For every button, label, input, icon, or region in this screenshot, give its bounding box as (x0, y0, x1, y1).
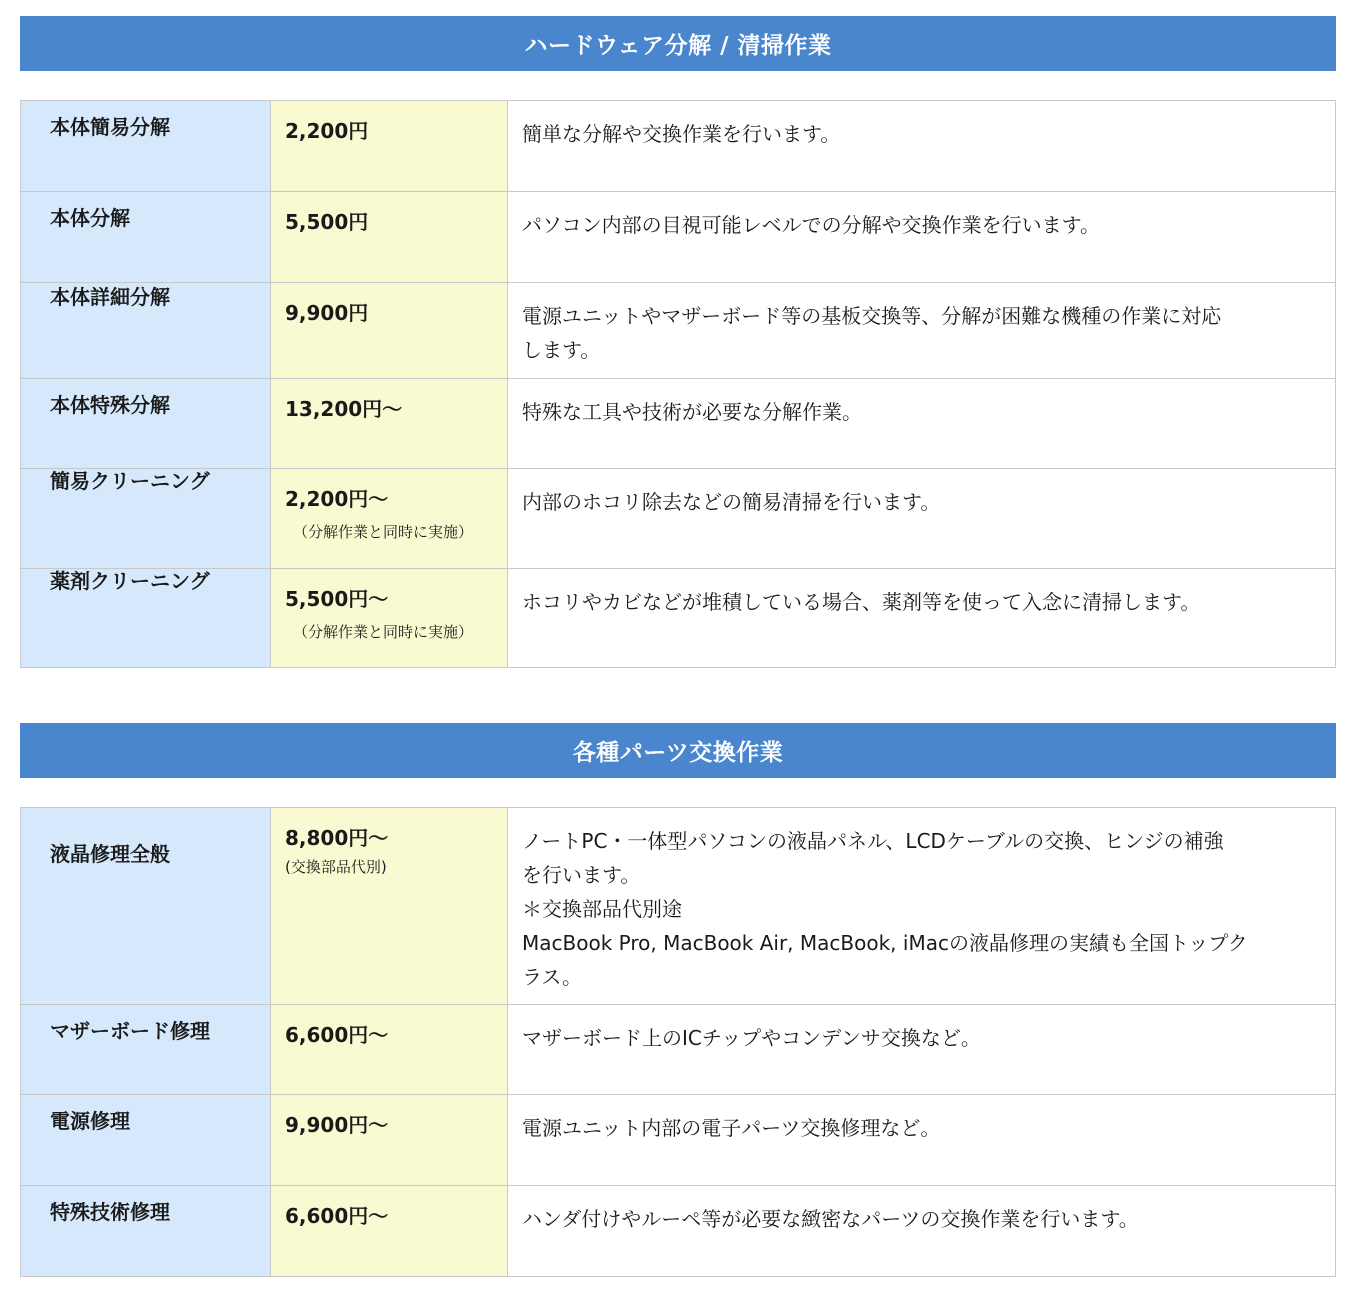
description-line: MacBook Pro, MacBook Air, MacBook, iMacの液晶修理の実績も全国トップク (522, 931, 1248, 955)
description-line: ノートPC・一体型パソコンの液晶パネル、LCDケーブルの交換、ヒンジの補強 (522, 829, 1224, 853)
price-value: 6,600円〜 (285, 1204, 389, 1228)
price-value: 5,500円〜 (285, 587, 389, 611)
description-line: します。 (522, 338, 601, 362)
service-name: 特殊技術修理 (50, 1200, 170, 1224)
description-line: パソコン内部の目視可能レベルでの分解や交換作業を行います。 (522, 213, 1100, 237)
price-value: 9,900円 (285, 301, 369, 325)
section-title: ハードウェア分解 / 清掃作業 (20, 16, 1336, 71)
table-row (21, 469, 1336, 569)
section-hardware-disassembly (20, 16, 1336, 668)
service-name-cell (21, 192, 271, 283)
description-cell (508, 1005, 1336, 1095)
description-line: 電源ユニット内部の電子パーツ交換修理など。 (522, 1116, 941, 1140)
description-line: 内部のホコリ除去などの簡易清掃を行います。 (522, 490, 941, 514)
table-row (21, 569, 1336, 668)
table-row (21, 808, 1336, 1005)
description-cell (508, 808, 1336, 1005)
price-cell (271, 379, 508, 469)
service-name-cell (21, 469, 271, 569)
description-line: を行います。 (522, 863, 641, 887)
price-cell (271, 101, 508, 192)
service-name-cell (21, 283, 271, 379)
price-cell (271, 469, 508, 569)
description-cell (508, 379, 1336, 469)
service-name: 本体特殊分解 (50, 393, 170, 417)
price-note: （分解作業と同時に実施） (293, 623, 474, 641)
price-value: 2,200円 (285, 119, 369, 143)
service-name: 本体簡易分解 (50, 115, 170, 139)
service-name-cell (21, 1095, 271, 1186)
description-cell (508, 283, 1336, 379)
description-cell (508, 192, 1336, 283)
price-value: 6,600円〜 (285, 1023, 389, 1047)
price-note: （分解作業と同時に実施） (293, 523, 474, 541)
description-line: マザーボード上のICチップやコンデンサ交換など。 (522, 1026, 981, 1050)
service-name-cell (21, 1005, 271, 1095)
price-cell (271, 283, 508, 379)
price-cell (271, 1005, 508, 1095)
table-row (21, 101, 1336, 192)
price-value: 13,200円〜 (285, 397, 403, 421)
service-name: 電源修理 (50, 1109, 130, 1133)
description-cell (508, 469, 1336, 569)
price-table (20, 807, 1336, 1277)
section-parts-replacement (20, 723, 1336, 1277)
price-value: 9,900円〜 (285, 1113, 389, 1137)
service-name: マザーボード修理 (50, 1019, 210, 1043)
service-name-cell (21, 101, 271, 192)
description-cell (508, 101, 1336, 192)
service-name: 本体分解 (50, 206, 130, 230)
price-cell (271, 1186, 508, 1277)
price-table (20, 100, 1336, 668)
service-name: 簡易クリーニング (50, 469, 210, 493)
price-cell (271, 569, 508, 668)
table-row (21, 1095, 1336, 1186)
description-cell (508, 569, 1336, 668)
price-value: 5,500円 (285, 210, 369, 234)
service-name: 本体詳細分解 (50, 285, 170, 309)
description-cell (508, 1186, 1336, 1277)
price-cell (271, 1095, 508, 1186)
description-line: 特殊な工具や技術が必要な分解作業。 (522, 400, 862, 424)
description-line: ハンダ付けやルーペ等が必要な緻密なパーツの交換作業を行います。 (522, 1207, 1139, 1231)
service-name-cell (21, 808, 271, 1005)
table-row (21, 192, 1336, 283)
table-row (21, 1005, 1336, 1095)
price-value: 8,800円〜 (285, 826, 389, 850)
price-cell (271, 192, 508, 283)
price-value: 2,200円〜 (285, 487, 389, 511)
price-note: (交換部品代別) (285, 858, 387, 876)
section-title: 各種パーツ交換作業 (20, 723, 1336, 778)
description-line: 簡単な分解や交換作業を行います。 (522, 122, 841, 146)
service-name: 薬剤クリーニング (50, 569, 210, 593)
description-line: ホコリやカビなどが堆積している場合、薬剤等を使って入念に清掃します。 (522, 590, 1201, 614)
price-cell (271, 808, 508, 1005)
table-row (21, 379, 1336, 469)
description-line: 電源ユニットやマザーボード等の基板交換等、分解が困難な機種の作業に対応 (522, 304, 1222, 328)
service-name-cell (21, 569, 271, 668)
service-name: 液晶修理全般 (50, 842, 170, 866)
description-line: ＊交換部品代別途 (522, 897, 682, 921)
table-row (21, 1186, 1336, 1277)
description-line: ラス。 (522, 965, 582, 989)
table-row (21, 283, 1336, 379)
description-cell (508, 1095, 1336, 1186)
service-name-cell (21, 379, 271, 469)
service-name-cell (21, 1186, 271, 1277)
